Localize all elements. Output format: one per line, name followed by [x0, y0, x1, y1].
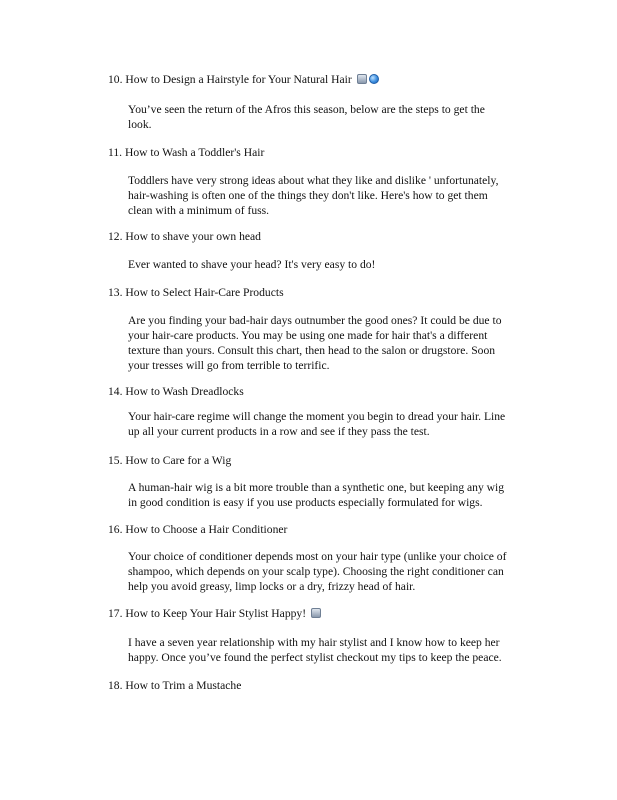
item-title [108, 229, 261, 244]
item-number: 18. [108, 679, 123, 692]
item-number: 14. [108, 385, 123, 398]
item-number: 16. [108, 523, 123, 536]
item-number: 10. [108, 73, 123, 86]
item-title-text[interactable]: How to Design a Hairstyle for Your Natural Hair [125, 73, 352, 86]
item-title [108, 678, 241, 693]
item-title-text[interactable]: How to Select Hair-Care Products [125, 286, 284, 299]
item-title [108, 72, 379, 87]
item-number: 15. [108, 454, 123, 467]
document-icon[interactable] [357, 74, 367, 84]
item-number: 11. [108, 146, 123, 159]
item-description: You’ve seen the return of the Afros this season, below are the steps to get the look. [128, 103, 485, 131]
item-title [108, 522, 287, 537]
item-description: A human-hair wig is a bit more trouble than a synthetic one, but keeping any wig in good condition is easy if you use products especially formulated for wigs. [128, 481, 505, 509]
item-description: Ever wanted to shave your head? It's very easy to do! [128, 258, 376, 271]
item-title [108, 285, 284, 300]
item-title-text[interactable]: How to Keep Your Hair Stylist Happy! [125, 607, 307, 620]
item-title [108, 606, 321, 621]
document-icon[interactable] [311, 608, 321, 618]
item-description: I have a seven year relationship with my hair stylist and I know how to keep her happy. Once you’ve found the perfect stylist checkout my tips to keep the peace. [128, 636, 502, 664]
globe-icon[interactable] [369, 74, 379, 84]
item-title-text[interactable]: How to Care for a Wig [125, 454, 232, 467]
item-description: Toddlers have very strong ideas about what they like and dislike ' unfortunately, hair-washing is often one of the things they don't like. Here's how to get them clean with a minimum of fuss. [128, 174, 499, 217]
item-title [108, 384, 244, 399]
item-title-text[interactable]: How to Choose a Hair Conditioner [125, 523, 288, 536]
item-number: 17. [108, 607, 123, 620]
item-title-text[interactable]: How to Trim a Mustache [125, 679, 242, 692]
item-description: Your hair-care regime will change the moment you begin to dread your hair. Line up all your current products in a row and see if they pass the test. [128, 410, 506, 438]
item-title [108, 145, 264, 160]
item-title [108, 453, 231, 468]
item-description: Are you finding your bad-hair days outnumber the good ones? It could be due to your hair-care products. You may be using one made for hair that's a different texture than yours. Consult this chart, then head to the salon or drugstore. Soon your tresses will go from terrible to terrific. [128, 314, 502, 372]
item-title-text[interactable]: How to Wash a Toddler's Hair [124, 146, 265, 159]
item-title-text[interactable]: How to shave your own head [125, 230, 261, 243]
item-title-text[interactable]: How to Wash Dreadlocks [125, 385, 244, 398]
item-number: 12. [108, 230, 123, 243]
item-number: 13. [108, 286, 123, 299]
item-description: Your choice of conditioner depends most on your hair type (unlike your choice of shampoo, which depends on your scalp type). Choosing the right conditioner can help you avoid greasy, limp locks or a dry, frizzy head of hair. [128, 550, 507, 593]
